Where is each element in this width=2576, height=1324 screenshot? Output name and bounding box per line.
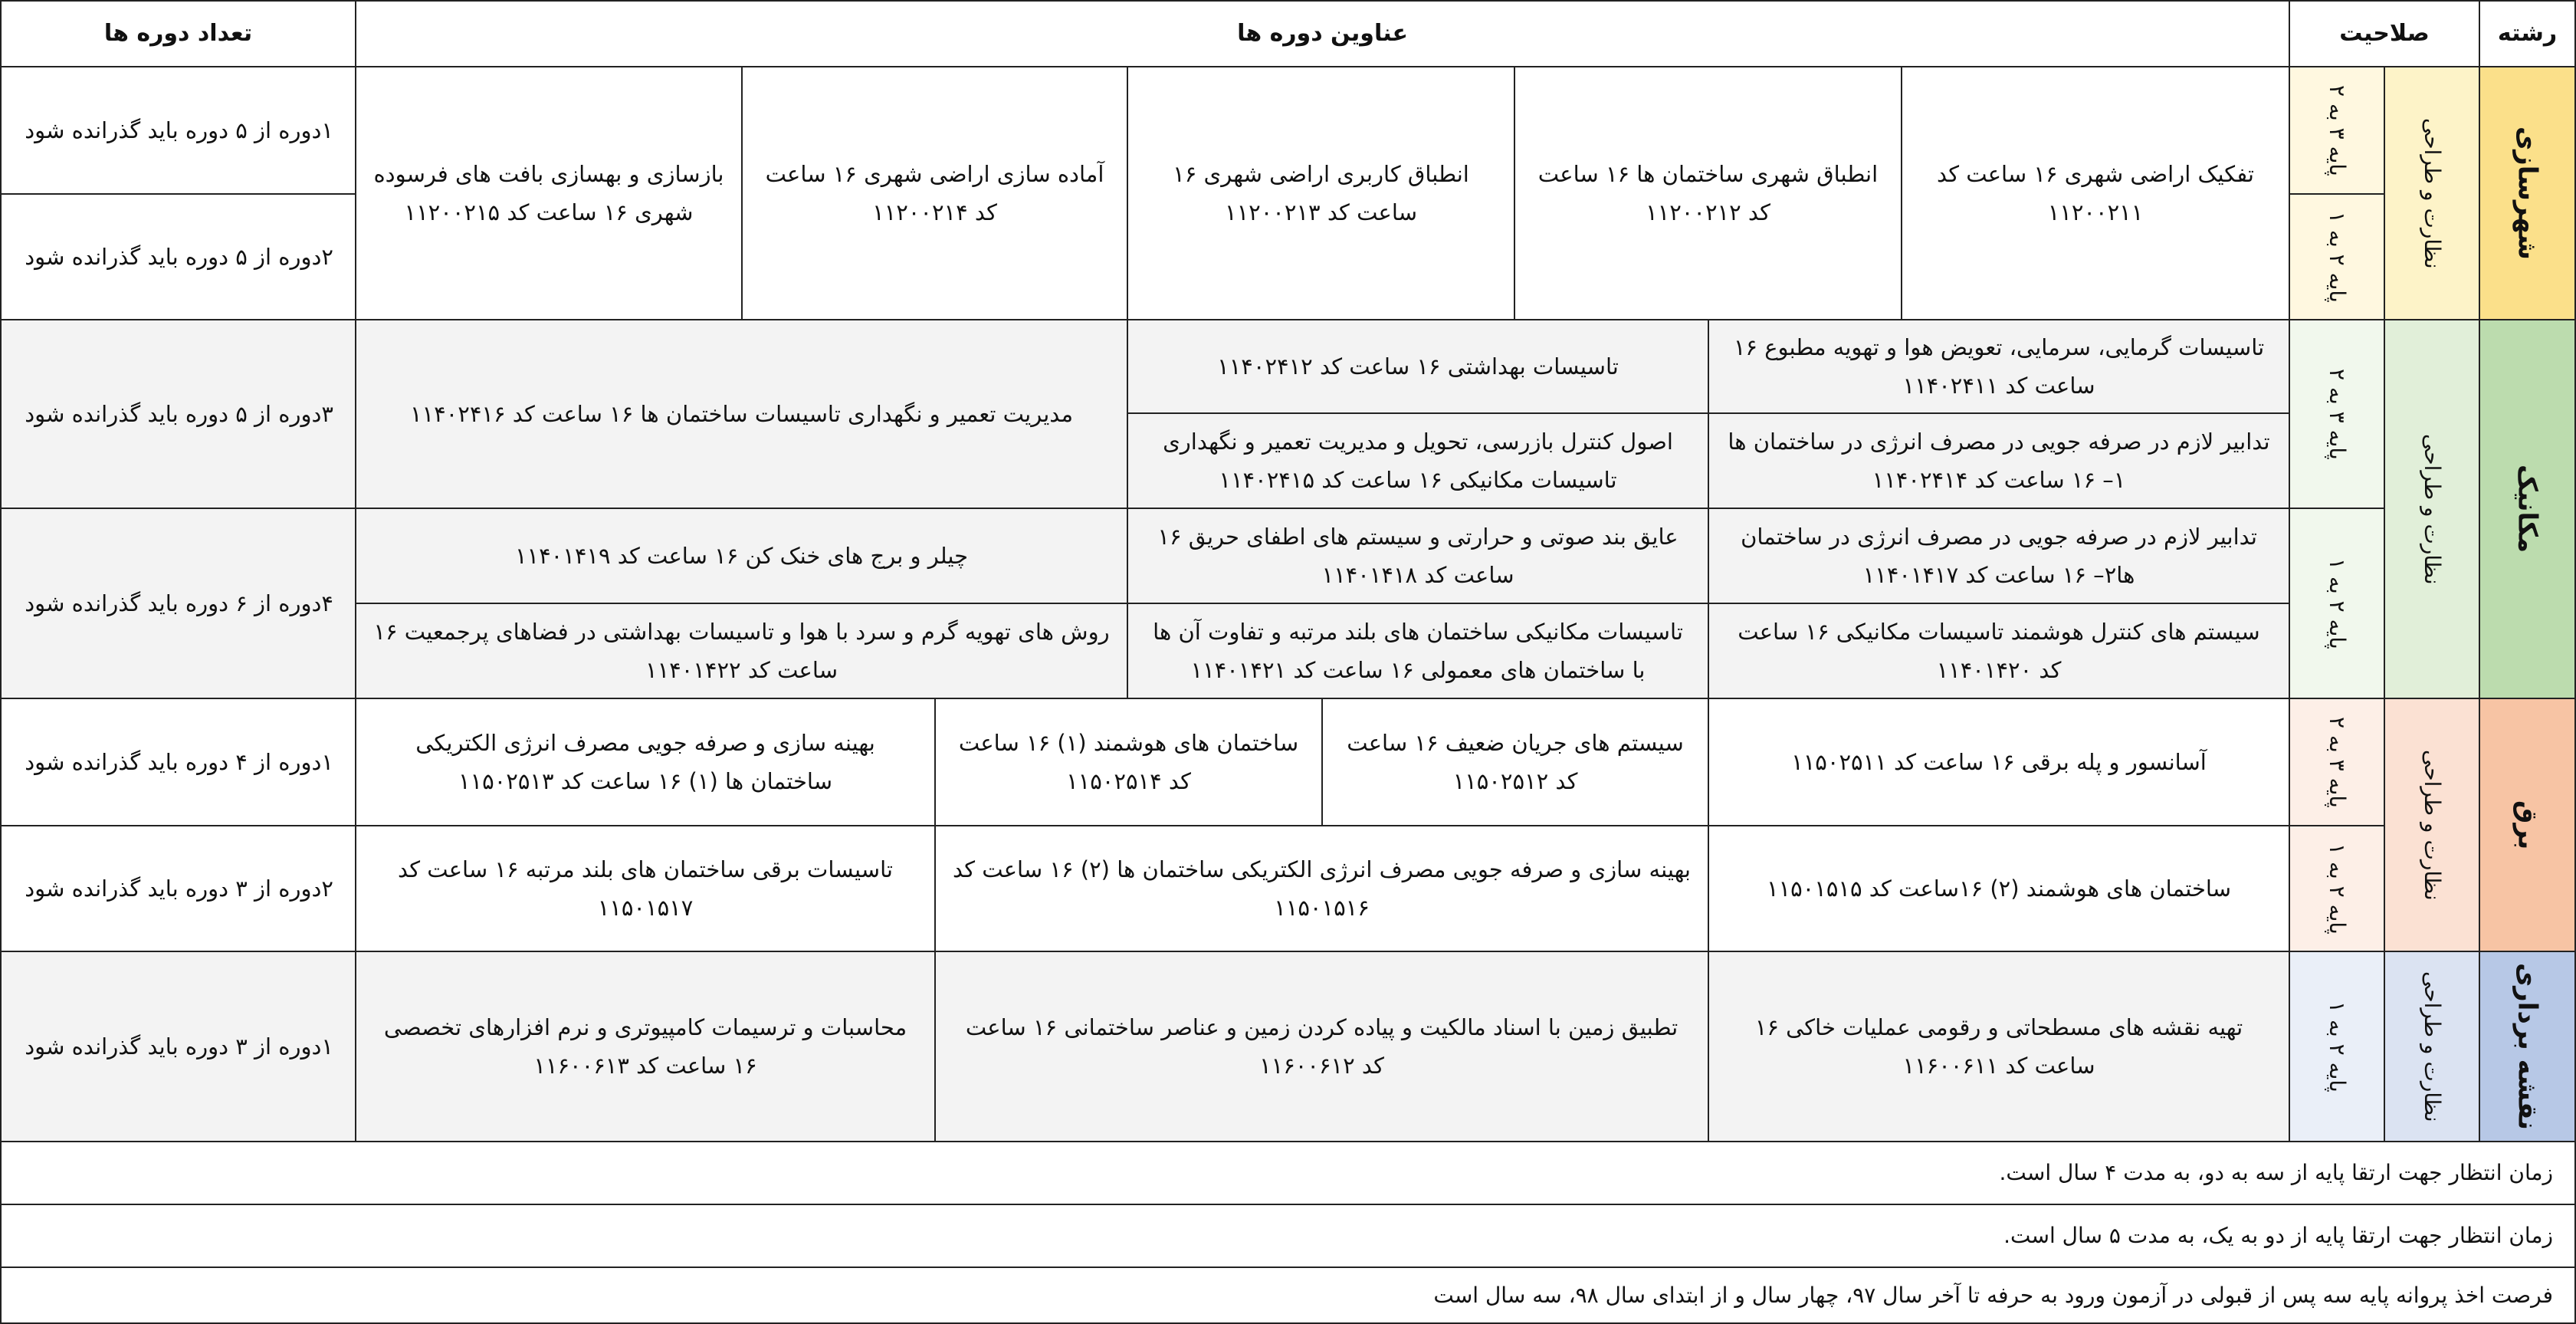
level-urban-2-1: پایه ۲ به ۱ [2289,193,2385,320]
course-mech-9: سیستم های کنترل هوشمند تاسیسات مکانیکی ۱۶ ساعت کد ۱۱۴۰۱۴۲۰ [1708,603,2290,699]
course-survey-2: تطبیق زمین با اسناد مالکیت و پیاده کردن زمین و عناصر ساختمانی ۱۶ ساعت کد ۱۱۶۰۰۶۱۲ [934,951,1709,1142]
course-mech-1: تاسیسات گرمایی، سرمایی، تعویض هوا و تهویه مطبوع ۱۶ ساعت کد ۱۱۴۰۲۴۱۱ [1708,319,2290,414]
level-elec-2-1: پایه ۲ به ۱ [2289,825,2385,952]
course-mech-6: تدابیر لازم در صرفه جویی در مصرف انرژی در ساختمان ها۲– ۱۶ ساعت کد ۱۱۴۰۱۴۱۷ [1708,508,2290,604]
course-mech-11: روش های تهویه گرم و سرد با هوا و تاسیسات بهداشتی در فضاهای پرجمعیت ۱۶ ساعت کد ۱۱۴۰۱۴۲۲ [355,603,1128,699]
header-qualification: صلاحیت [2289,0,2480,67]
dept-survey: نقشه برداری [2479,951,2576,1142]
course-elec-5: ساختمان های هوشمند (۲) ۱۶ساعت کد ۱۱۵۰۱۵۱۵ [1708,825,2290,952]
count-urban-1: ۱دوره از ۵ دوره باید گذرانده شود [0,66,356,195]
count-urban-2: ۲دوره از ۵ دوره باید گذرانده شود [0,193,356,320]
dept-elec: برق [2479,698,2576,952]
course-elec-6: بهینه سازی و صرفه جویی مصرف انرژی الکتریکی ساختمان ها (۲) ۱۶ ساعت کد ۱۱۵۰۱۵۱۶ [934,825,1709,952]
course-elec-2: سیستم های جریان ضعیف ۱۶ ساعت کد ۱۱۵۰۲۵۱۲ [1321,698,1709,826]
level-mech-2-1: پایه ۲ به ۱ [2289,508,2385,699]
header-course-count: تعداد دوره ها [0,0,356,67]
level-mech-3-2: پایه ۳ به ۲ [2289,319,2385,509]
course-mech-4: اصول کنترل بازرسی، تحویل و مدیریت تعمیر و نگهداری تاسیسات مکانیکی ۱۶ ساعت کد ۱۱۴۰۲۴۱۵ [1127,412,1709,509]
level-survey-2-1: پایه ۲ به ۱ [2289,951,2385,1142]
count-elec-1: ۱دوره از ۴ دوره باید گذرانده شود [0,698,356,826]
course-urban-1: تفکیک اراضی شهری ۱۶ ساعت کد ۱۱۲۰۰۲۱۱ [1901,66,2290,320]
note-row-1: زمان انتظار جهت ارتقا پایه از سه به دو، به مدت ۴ سال است. [0,1141,2576,1205]
course-survey-3: محاسبات و ترسیمات کامپیوتری و نرم افزارهای تخصصی ۱۶ ساعت کد ۱۱۶۰۰۶۱۳ [355,951,936,1142]
course-urban-3: انطباق کاربری اراضی شهری ۱۶ ساعت کد ۱۱۲۰۰۲۱۳ [1127,66,1515,320]
course-urban-2: انطباق شهری ساختمان ها ۱۶ ساعت کد ۱۱۲۰۰۲۱۲ [1514,66,1902,320]
dept-urban: شهرسازی [2479,66,2576,320]
qual-urban: نظارت و طراحی [2384,66,2480,320]
qual-mech: نظارت و طراحی [2384,319,2480,699]
course-elec-4: بهینه سازی و صرفه جویی مصرف انرژی الکتریکی ساختمان ها (۱) ۱۶ ساعت کد ۱۱۵۰۲۵۱۳ [355,698,936,826]
qual-elec: نظارت و طراحی [2384,698,2480,952]
qual-survey: نظارت و طراحی [2384,951,2480,1142]
course-mech-8: چیلر و برج های خنک کن ۱۶ ساعت کد ۱۱۴۰۱۴۱۹ [355,508,1128,604]
course-elec-1: آسانسور و پله برقی ۱۶ ساعت کد ۱۱۵۰۲۵۱۱ [1708,698,2290,826]
course-elec-7: تاسیسات برقی ساختمان های بلند مرتبه ۱۶ ساعت کد ۱۱۵۰۱۵۱۷ [355,825,936,952]
note-row-2: زمان انتظار جهت ارتقا پایه از دو به یک، به مدت ۵ سال است. [0,1204,2576,1268]
count-mech-2: ۴دوره از ۶ دوره باید گذرانده شود [0,508,356,699]
count-survey-1: ۱دوره از ۳ دوره باید گذرانده شود [0,951,356,1142]
count-elec-2: ۲دوره از ۳ دوره باید گذرانده شود [0,825,356,952]
course-mech-3: تدابیر لازم در صرفه جویی در مصرف انرژی در ساختمان ها ۱– ۱۶ ساعت کد ۱۱۴۰۲۴۱۴ [1708,412,2290,509]
course-elec-3: ساختمان های هوشمند (۱) ۱۶ ساعت کد ۱۱۵۰۲۵۱۴ [934,698,1323,826]
course-mech-5: مدیریت تعمیر و نگهداری تاسیسات ساختمان ها ۱۶ ساعت کد ۱۱۴۰۲۴۱۶ [355,319,1128,509]
course-mech-7: عایق بند صوتی و حرارتی و سیستم های اطفای حریق ۱۶ ساعت کد ۱۱۴۰۱۴۱۸ [1127,508,1709,604]
header-course-titles: عناوین دوره ها [355,0,2290,67]
course-survey-1: تهیه نقشه های مسطحاتی و رقومی عملیات خاکی ۱۶ ساعت کد ۱۱۶۰۰۶۱۱ [1708,951,2290,1142]
note-row-3: فرصت اخذ پروانه پایه سه پس از قبولی در آزمون ورود به حرفه تا آخر سال ۹۷، چهار سال و از ابتدای سال ۹۸، سه سال است [0,1267,2576,1324]
course-urban-5: بازسازی و بهسازی بافت های فرسوده شهری ۱۶ ساعت کد ۱۱۲۰۰۲۱۵ [355,66,743,320]
course-mech-10: تاسیسات مکانیکی ساختمان های بلند مرتبه و تفاوت آن ها با ساختمان های معمولی ۱۶ ساعت کد ۱۱۴۰۱۴۲۱ [1127,603,1709,699]
level-urban-3-2: پایه ۳ به ۲ [2289,66,2385,195]
header-field: رشته [2479,0,2576,67]
course-urban-4: آماده سازی اراضی شهری ۱۶ ساعت کد ۱۱۲۰۰۲۱۴ [741,66,1128,320]
course-mech-2: تاسیسات بهداشتی ۱۶ ساعت کد ۱۱۴۰۲۴۱۲ [1127,319,1709,414]
count-mech-1: ۳دوره از ۵ دوره باید گذرانده شود [0,319,356,509]
dept-mech: مکانیک [2479,319,2576,699]
level-elec-3-2: پایه ۳ به ۲ [2289,698,2385,826]
